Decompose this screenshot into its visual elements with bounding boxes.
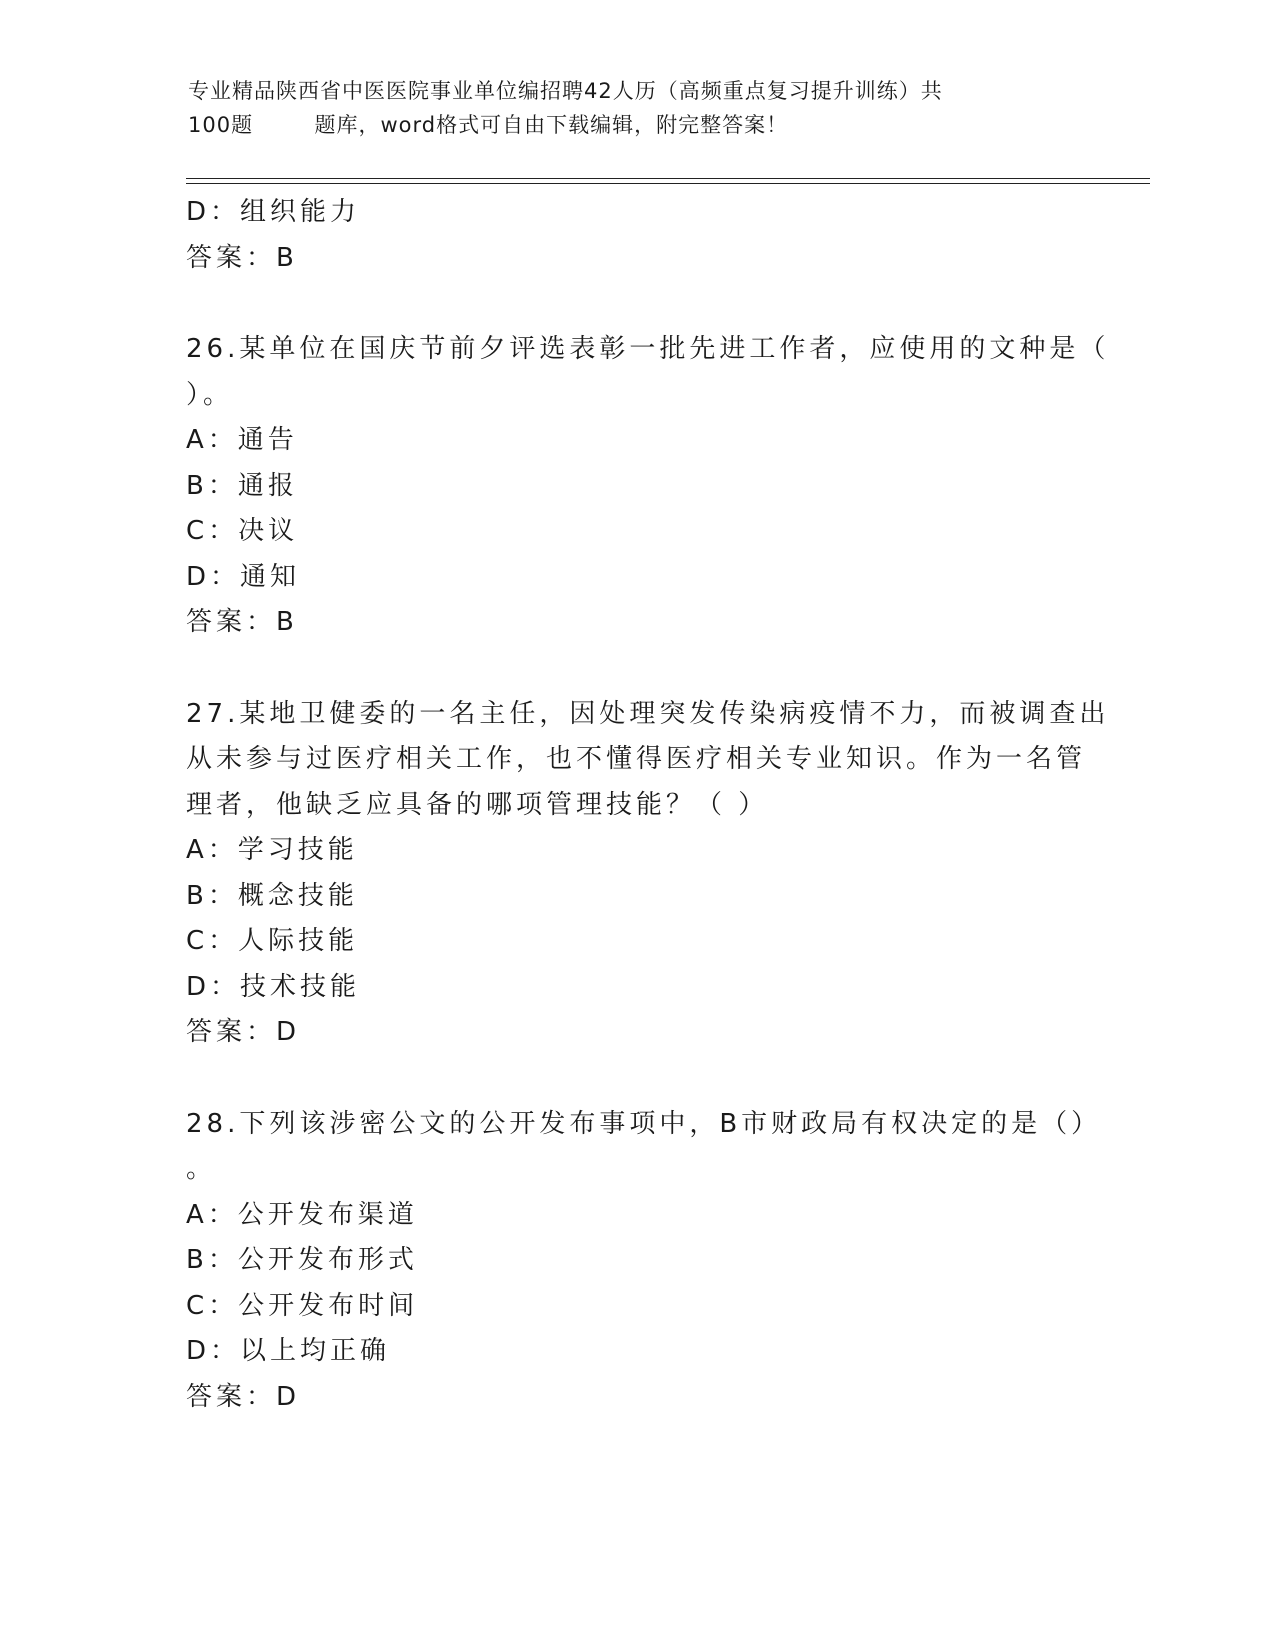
option-a: A：学习技能 xyxy=(186,835,358,865)
question-26 xyxy=(186,327,1110,646)
question-stem-line: 26.某单位在国庆节前夕评选表彰一批先进工作者，应使用的文种是（ xyxy=(186,334,1110,364)
option-a: A：通告 xyxy=(186,425,298,455)
question-list xyxy=(186,190,1110,1420)
answer-line: 答案：D xyxy=(186,1381,301,1412)
header-title-line-2: 100题 题库，word格式可自由下载编辑，附完整答案！ xyxy=(188,113,789,137)
option-c: C：决议 xyxy=(186,516,299,546)
spacer xyxy=(186,281,1086,327)
header-divider-bottom xyxy=(186,183,1150,184)
answer-line: 答案：B xyxy=(186,242,298,273)
question-stem-line: ）。 xyxy=(186,379,234,410)
option-d: D：技术技能 xyxy=(186,971,361,1002)
header-title-line-1: 专业精品陕西省中医医院事业单位编招聘42人历（高频重点复习提升训练）共 xyxy=(188,79,943,103)
header-divider-top xyxy=(186,178,1150,179)
question-stem-line: 从未参与过医疗相关工作，也不懂得医疗相关专业知识。作为一名管 xyxy=(186,744,1087,774)
answer-line: 答案：D xyxy=(186,1017,301,1047)
option-d: D：通知 xyxy=(186,561,301,592)
option-b: B：概念技能 xyxy=(186,880,358,911)
previous-question-tail xyxy=(186,190,1086,281)
option-b: B：公开发布形式 xyxy=(186,1245,418,1275)
question-27 xyxy=(186,692,1110,1056)
spacer xyxy=(186,646,1086,692)
option-d: D：组织能力 xyxy=(186,197,361,227)
question-28 xyxy=(186,1102,1102,1421)
option-c: C：人际技能 xyxy=(186,926,359,956)
document-header xyxy=(188,74,1088,142)
option-a: A：公开发布渠道 xyxy=(186,1199,418,1230)
answer-line: 答案：B xyxy=(186,607,298,637)
option-c: C：公开发布时间 xyxy=(186,1290,419,1321)
question-stem-line: 27.某地卫健委的一名主任，因处理突发传染病疫情不力，而被调查出 xyxy=(186,698,1110,729)
option-b: B：通报 xyxy=(186,470,298,501)
question-stem-line: 28.下列该涉密公文的公开发布事项中，B市财政局有权决定的是（） xyxy=(186,1108,1102,1139)
question-stem-line: 。 xyxy=(186,1154,217,1184)
spacer xyxy=(186,1056,1086,1102)
option-d: D：以上均正确 xyxy=(186,1336,391,1366)
question-stem-line: 理者，他缺乏应具备的哪项管理技能？（ ） xyxy=(186,789,769,820)
